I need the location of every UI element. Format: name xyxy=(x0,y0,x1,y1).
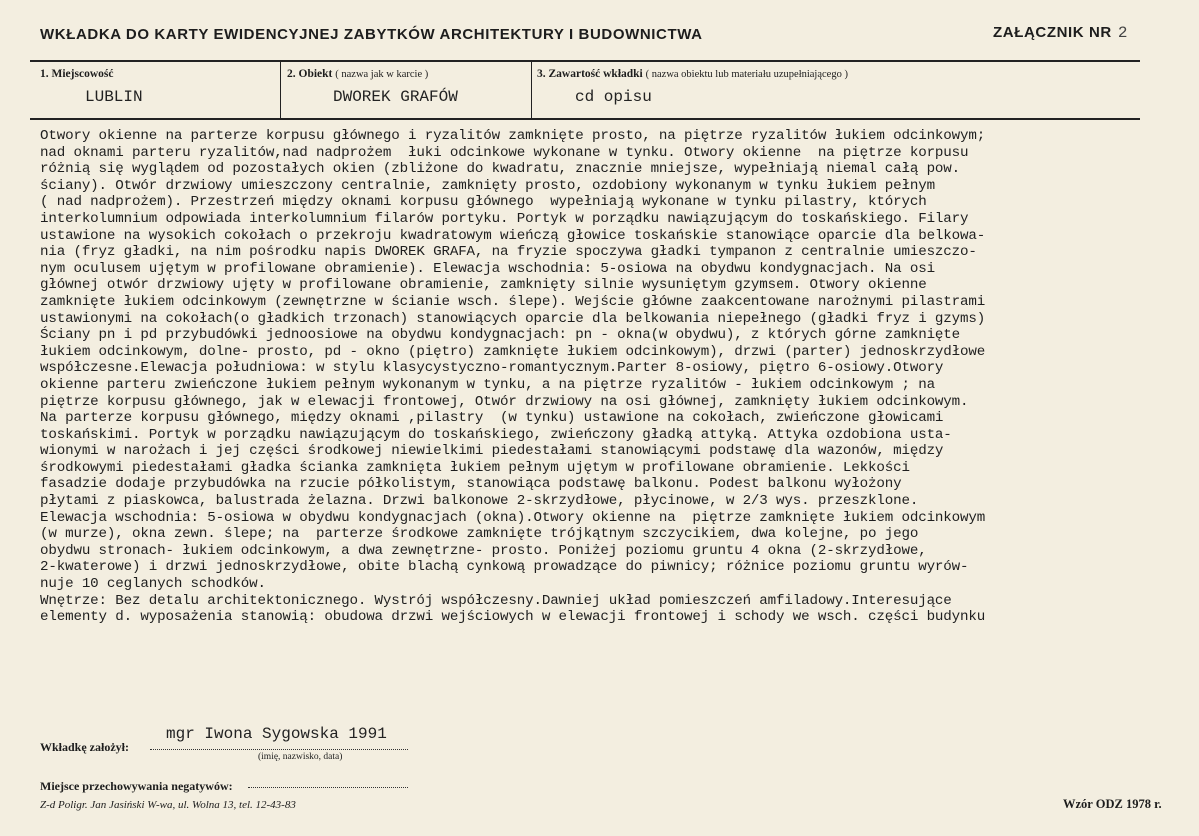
body-line: nia (fryz gładki, na nim pośrodku napis DWOREK GRAFA, na fryzie spoczywa gładki tympanon z centralnie umieszczo- xyxy=(40,244,977,261)
body-line: Na parterze korpusu głównego, między oknami ,pilastry (w tynku) ustawione na cokołach, zwieńczone głowicami xyxy=(40,410,944,427)
body-line: środkowymi piedestałami gładka ścianka zamknięta łukiem pełnym ujętym w profilowane obramienie. Lekkości xyxy=(40,459,910,476)
fields-bottom-rule xyxy=(30,118,1140,120)
body-line: fasadzie dodaje przybudówka na rzucie półkolistym, stanowiąca podstawę balkonu. Podest balkonu wyłożony xyxy=(40,476,902,493)
body-line: głównej otwór drzwiowy ujęty w profilowane obramienie, zamknięty silnie wysuniętym gzymsem. Otwory okienne xyxy=(40,277,927,294)
field-divider-1 xyxy=(280,61,281,119)
body-line: 2-kwaterowe) i drzwi jednoskrzydłowe, obite blachą cynkową prowadzące do piwnicy; różnice poziomu gruntu wyrów- xyxy=(40,559,969,576)
object-field-hint: ( nazwa jak w karcie ) xyxy=(335,69,429,80)
field-divider-2 xyxy=(531,61,532,119)
negatives-label: Miejsce przechowywania negatywów: xyxy=(40,779,233,793)
body-line: nad oknami parteru ryzalitów,nad nadprożem łuki odcinkowe wykonane w tynku. Otwory okienne na piętrze korpusu xyxy=(40,144,969,161)
body-line: zamknięte łukiem odcinkowym (zewnętrzne w ścianie wsch. ślepe). Wejście główne zaakcentowane narożnymi pilastrami xyxy=(40,293,986,310)
body-line: Elewacja wschodnia: 5-osiowa w obydwu kondygnacjach (okna).Otwory okienne na piętrze zamknięte łukiem odcinkowym xyxy=(40,509,986,526)
body-line: łukiem odcinkowym, dolne- prosto, pd - okno (piętro) zamknięte łukiem odcinkowym), drzwi (parter) jednoskrzydłowe xyxy=(40,343,986,360)
card-title: WKŁADKA DO KARTY EWIDENCYJNEJ ZABYTKÓW ARCHITEKTURY I BUDOWNICTWA xyxy=(40,26,703,43)
annex-number: 2 xyxy=(1117,24,1129,42)
place-field-label: 1. Miejscowość xyxy=(40,68,114,80)
body-line: różnią się wyglądem od pozostałych okien (zbliżone do kwadratu, znacznie mniejsze, wypełniają niemal całą pow. xyxy=(40,161,961,178)
body-line: wionymi w narożach i jej części środkowej niewielkimi piedestałami stanowiącymi podstawę dla wazonów, między xyxy=(40,443,944,460)
author-hint: (imię, nazwisko, data) xyxy=(258,752,343,762)
body-line: współczesne.Elewacja południowa: w stylu klasycystyczno-romantycznym.Parter 8-osiowy, piętro 6-osiowy.Otwory xyxy=(40,360,944,377)
top-rule xyxy=(30,60,1140,62)
author-label: Wkładkę założył: xyxy=(40,740,129,754)
form-model: Wzór ODZ 1978 r. xyxy=(1063,797,1162,811)
body-line: płytami z piaskowca, balustrada żelazna. Drzwi balkonowe 2-skrzydłowe, płycinowe, w 2/3 wys. przeszklone. xyxy=(40,493,919,510)
author-dotted-line xyxy=(150,749,408,750)
author-value: mgr Iwona Sygowska 1991 xyxy=(166,725,387,743)
negatives-dotted-line xyxy=(248,787,408,788)
content-field-value: cd opisu xyxy=(575,88,652,106)
body-line: ustawione na wysokich cokołach o przekroju kwadratowym wieńczą głowice toskańskie stanowiące oparcie dla belkowa- xyxy=(40,227,986,244)
body-line: elementy d. wyposażenia stanowią: obudowa drzwi wejściowych w elewacji frontowej i schody we wsch. części budynku xyxy=(40,609,986,626)
body-line: interkolumnium odpowiada interkolumnium filarów portyku. Portyk w porządku nawiązującym do toskańskiego. Filary xyxy=(40,210,969,227)
annex-label: ZAŁĄCZNIK NR xyxy=(993,24,1112,41)
annex-heading xyxy=(993,24,1128,42)
body-line: ( nad nadprożem). Przestrzeń między oknami korpusu głównego wypełniają wykonane w tynku pilastry, których xyxy=(40,194,927,211)
description-body xyxy=(40,128,1199,626)
content-field-hint: ( nazwa obiektu lub materiału uzupełniającego ) xyxy=(645,69,848,80)
body-line: nym oculusem ujętym w profilowane obramienie). Elewacja wschodnia: 5-osiowa na obydwu kondygnacjach. Na osi xyxy=(40,260,935,277)
printer-imprint: Z-d Poligr. Jan Jasiński W-wa, ul. Wolna 13, tel. 12-43-83 xyxy=(40,799,296,811)
place-field-value: LUBLIN xyxy=(85,88,143,106)
body-line: ustawionymi na cokołach(o gładkich trzonach) stanowiących oparcie dla belkowania niepełnego (gładki fryz i gzyms) xyxy=(40,310,986,327)
body-line: Ściany pn i pd przybudówki jednoosiowe na obydwu kondygnacjach: pn - okna(w obydwu), z których górne zamknięte xyxy=(40,327,961,344)
body-line: piętrze korpusu głównego, jak w elewacji frontowej, Otwór drzwiowy na osi głównej, zamknięty łukiem odcinkowym. xyxy=(40,393,969,410)
object-field-label: 2. Obiekt ( nazwa jak w karcie ) xyxy=(287,68,429,80)
body-line: nuje 10 ceglanych schodków. xyxy=(40,576,266,593)
body-line: Otwory okienne na parterze korpusu głównego i ryzalitów zamknięte prosto, na piętrze ryzalitów łukiem odcinkowym; xyxy=(40,128,986,144)
object-field-value: DWOREK GRAFÓW xyxy=(333,88,458,106)
body-line: okienne parteru zwieńczone łukiem pełnym wykonanym w tynku, a na piętrze ryzalitów - łukiem odcinkowym ; na xyxy=(40,376,935,393)
content-field-label: 3. Zawartość wkładki ( nazwa obiektu lub materiału uzupełniającego ) xyxy=(537,68,848,80)
body-line: toskańskimi. Portyk w porządku nawiązującym do toskańskiego, zwieńczony gładką attyką. Attyka ozdobiona usta- xyxy=(40,426,952,443)
body-line: ściany). Otwór drzwiowy umieszczony centralnie, zamknięty prosto, ozdobiony wykonanym w tynku łukiem pełnym xyxy=(40,177,935,194)
body-line: obydwu stronach- łukiem odcinkowym, a dwa zewnętrzne- prosto. Poniżej poziomu gruntu 4 okna (2-skrzydłowe, xyxy=(40,542,927,559)
body-line: Wnętrze: Bez detalu architektonicznego. Wystrój współczesny.Dawniej układ pomieszczeń amfiladowy.Interesujące xyxy=(40,592,952,609)
body-line: (w murze), okna zewn. ślepe; na parterze środkowe zamknięte trójkątnym szczycikiem, dwa kolejne, po jego xyxy=(40,526,919,543)
